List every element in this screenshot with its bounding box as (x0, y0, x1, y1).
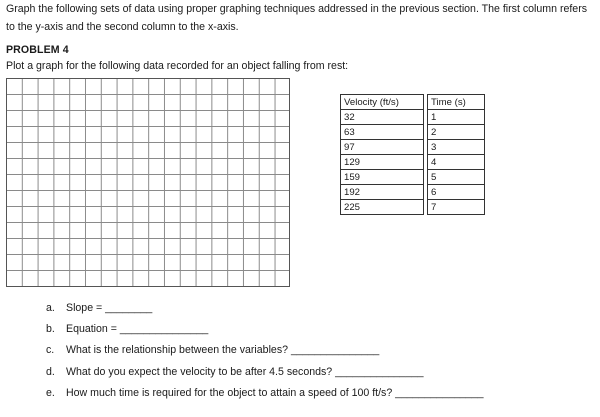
question-text: Equation = _______________ (66, 323, 209, 336)
question-list (46, 298, 484, 404)
question-text: What is the relationship between the variables? _______________ (66, 344, 380, 357)
question-text: How much time is required for the object to attain a speed of 100 ft/s? _______________ (66, 386, 484, 399)
velocity-cell: 225 (341, 200, 424, 215)
table-row (341, 125, 485, 140)
data-table (340, 94, 485, 215)
time-cell: 5 (428, 170, 485, 185)
question-letter: e. (46, 386, 55, 399)
time-cell: 6 (428, 185, 485, 200)
time-cell: 1 (428, 110, 485, 125)
time-cell: 3 (428, 140, 485, 155)
velocity-cell: 63 (341, 125, 424, 140)
question-slope (46, 298, 484, 319)
velocity-cell: 129 (341, 155, 424, 170)
table-header-row (341, 95, 485, 110)
question-relationship (46, 340, 484, 361)
question-velocity-prediction (46, 362, 484, 383)
graph-grid (6, 78, 290, 287)
problem-description: Plot a graph for the following data recorded for an object falling from rest: (6, 60, 349, 72)
velocity-cell: 32 (341, 110, 424, 125)
table-row (341, 155, 485, 170)
question-time-required (46, 383, 484, 404)
question-letter: a. (46, 302, 55, 314)
table-row (341, 170, 485, 185)
velocity-cell: 159 (341, 170, 424, 185)
velocity-cell: 97 (341, 140, 424, 155)
question-letter: b. (46, 323, 55, 336)
time-cell: 7 (428, 200, 485, 215)
table-row (341, 185, 485, 200)
question-letter: c. (46, 344, 55, 357)
header-velocity: Velocity (ft/s) (341, 95, 424, 110)
question-text: What do you expect the velocity to be after 4.5 seconds? _______________ (66, 365, 424, 378)
problem-title: PROBLEM 4 (6, 44, 69, 56)
question-text: Slope = ________ (66, 302, 153, 314)
table-row (341, 110, 485, 125)
header-time: Time (s) (428, 95, 485, 110)
table-row (341, 200, 485, 215)
time-cell: 2 (428, 125, 485, 140)
intro-text: Graph the following sets of data using proper graphing techniques addressed in the previous section. The first column refers to the y-axis and the second column to the x-axis. (6, 3, 588, 33)
velocity-cell: 192 (341, 185, 424, 200)
table-row (341, 140, 485, 155)
time-cell: 4 (428, 155, 485, 170)
question-equation (46, 319, 484, 340)
question-letter: d. (46, 365, 55, 378)
